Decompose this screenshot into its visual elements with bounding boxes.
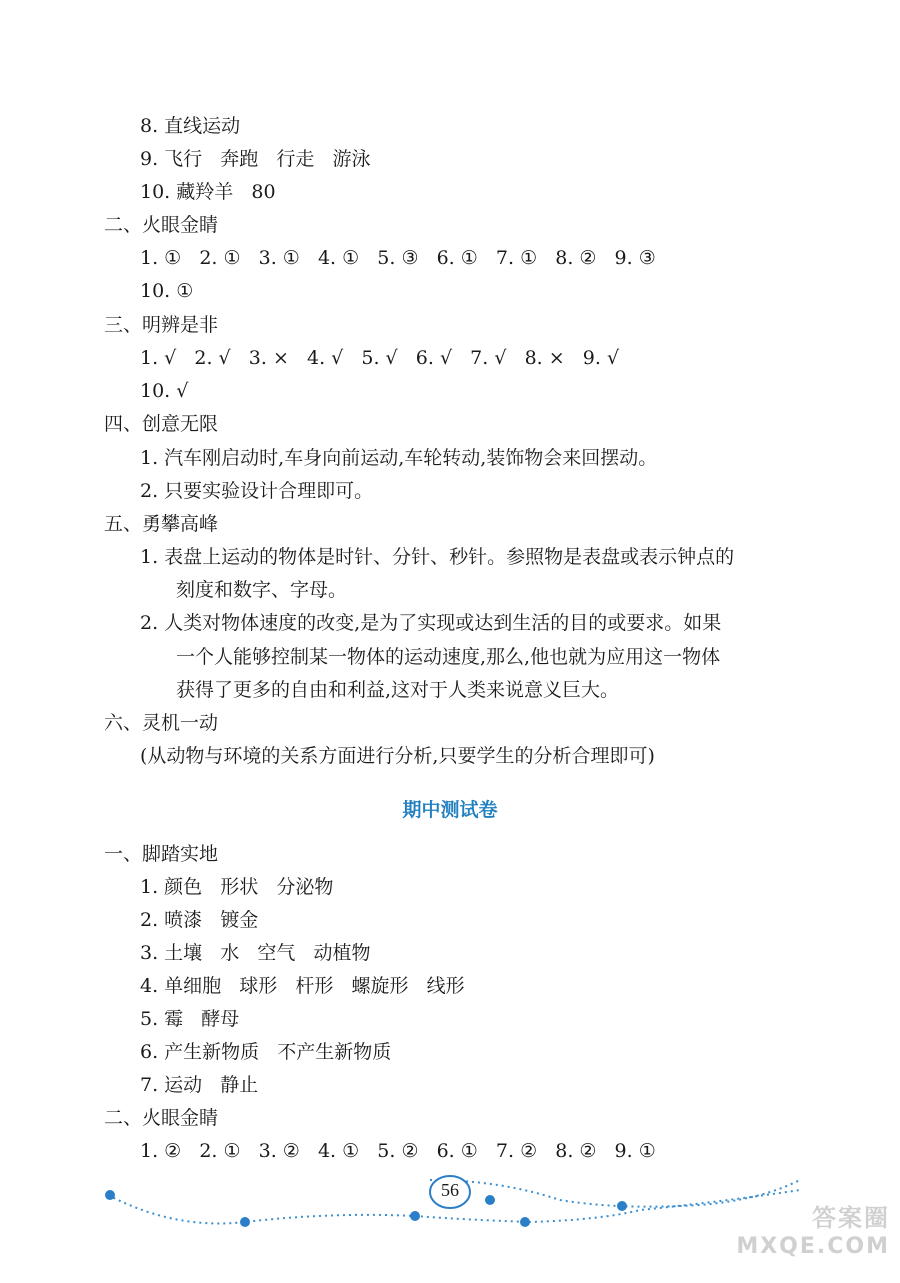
answer-line: 6. 产生新物质 不产生新物质 <box>140 1041 392 1063</box>
section-heading: 四、创意无限 <box>104 413 219 435</box>
answer-line: 7. 运动 静止 <box>140 1074 259 1096</box>
answer-line: 1. ① 2. ① 3. ① 4. ① 5. ③ 6. ① 7. ① 8. ② 9. ③ <box>140 247 656 269</box>
answer-line: 获得了更多的自由和利益,这对于人类来说意义巨大。 <box>176 679 620 701</box>
answer-line: 1. 颜色 形状 分泌物 <box>140 876 334 898</box>
answer-line: 4. 单细胞 球形 杆形 螺旋形 线形 <box>140 975 465 997</box>
watermark-url: MXQE.COM <box>736 1234 890 1259</box>
answer-line: 1. ② 2. ① 3. ② 4. ① 5. ② 6. ① 7. ② 8. ② 9. ① <box>140 1140 656 1162</box>
midterm-title: 期中测试卷 <box>402 799 498 821</box>
answer-line: 10. √ <box>140 380 189 402</box>
section-heading: 三、明辨是非 <box>104 314 219 336</box>
answer-line: 2. 只要实验设计合理即可。 <box>140 480 374 502</box>
page-number: 56 <box>441 1180 459 1200</box>
watermark: 答案圈 <box>812 1204 890 1232</box>
section-heading: 一、脚踏实地 <box>104 843 219 865</box>
answer-line: 刻度和数字、字母。 <box>176 579 348 601</box>
answer-line: 1. √ 2. √ 3. × 4. √ 5. √ 6. √ 7. √ 8. × 9. √ <box>140 347 620 369</box>
answer-line: 1. 表盘上运动的物体是时针、分针、秒针。参照物是表盘或表示钟点的 <box>140 546 735 568</box>
answer-line: 10. ① <box>140 280 194 302</box>
section-heading: 二、火眼金睛 <box>104 1107 219 1129</box>
answer-line: 5. 霉 酵母 <box>140 1008 240 1030</box>
answer-line: (从动物与环境的关系方面进行分析,只要学生的分析合理即可) <box>140 745 655 767</box>
answer-line: 2. 喷漆 镀金 <box>140 909 259 931</box>
answer-line: 10. 藏羚羊 80 <box>140 181 276 203</box>
answer-line: 8. 直线运动 <box>140 115 241 137</box>
answer-line: 3. 土壤 水 空气 动植物 <box>140 942 371 964</box>
answer-line: 2. 人类对物体速度的改变,是为了实现或达到生活的目的或要求。如果 <box>140 612 722 634</box>
answer-line: 一个人能够控制某一物体的运动速度,那么,他也就为应用这一物体 <box>176 646 721 668</box>
section-heading: 二、火眼金睛 <box>104 214 219 236</box>
section-heading: 六、灵机一动 <box>104 712 219 734</box>
answer-line: 9. 飞行 奔跑 行走 游泳 <box>140 148 371 170</box>
answer-line: 1. 汽车刚启动时,车身向前运动,车轮转动,装饰物会来回摆动。 <box>140 447 658 469</box>
section-heading: 五、勇攀高峰 <box>104 513 219 535</box>
